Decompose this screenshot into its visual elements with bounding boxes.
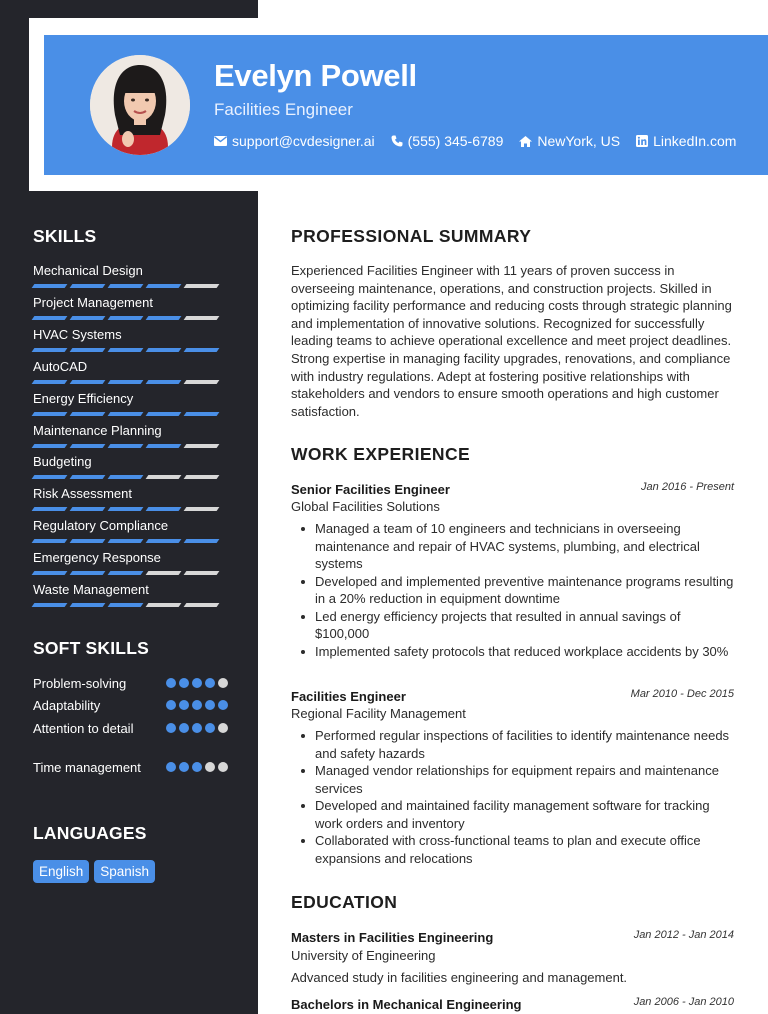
skill-level-bar [33, 444, 223, 448]
skill-level-segment [32, 571, 68, 575]
skill-level-segment [70, 571, 106, 575]
skill-level-segment [108, 539, 144, 543]
language-tag: Spanish [94, 860, 155, 883]
rating-dot [218, 762, 228, 772]
rating-dot [205, 762, 215, 772]
skill-level-segment [32, 348, 68, 352]
contact-linkedin[interactable] [636, 133, 736, 149]
languages-heading: LANGUAGES [33, 823, 147, 843]
soft-skill-item [33, 697, 228, 714]
skill-item [33, 359, 223, 384]
rating-dot [166, 723, 176, 733]
skill-level-segment [70, 507, 106, 511]
list-item: Developed and implemented preventive maintenance programs resulting in a 20% reduction in equipment downtime [296, 573, 736, 608]
degree-title: Bachelors in Mechanical Engineering [291, 997, 522, 1012]
skill-level-segment [70, 603, 106, 607]
rating-dot [192, 762, 202, 772]
skill-level-segment [32, 412, 68, 416]
skill-level-segment [32, 475, 68, 479]
degree-date: Jan 2012 - Jan 2014 [633, 929, 734, 941]
avatar [90, 55, 190, 155]
skill-item [33, 423, 223, 448]
soft-skill-item [33, 759, 228, 776]
skill-level-segment [184, 284, 220, 288]
rating-dot [192, 678, 202, 688]
skill-level-bar [33, 539, 223, 543]
skill-level-segment [108, 380, 144, 384]
skill-level-bar [33, 348, 223, 352]
soft-skill-rating [163, 759, 228, 776]
skill-level-segment [184, 348, 220, 352]
skill-level-segment [184, 316, 220, 320]
skill-level-segment [146, 380, 182, 384]
skill-item [33, 263, 223, 288]
skill-item [33, 518, 223, 543]
skills-heading: SKILLS [33, 226, 97, 246]
skill-level-segment [108, 444, 144, 448]
skill-label: Waste Management [33, 582, 149, 597]
rating-dot [166, 678, 176, 688]
skill-level-segment [146, 571, 182, 575]
skill-level-segment [70, 348, 106, 352]
skill-level-segment [184, 412, 220, 416]
skill-level-segment [146, 348, 182, 352]
contact-list [214, 133, 752, 149]
skill-level-segment [184, 380, 220, 384]
rating-dot [179, 723, 189, 733]
skill-level-segment [146, 412, 182, 416]
skill-level-segment [70, 316, 106, 320]
job-title: Senior Facilities Engineer [291, 482, 450, 497]
skill-level-segment [32, 539, 68, 543]
skill-label: Budgeting [33, 454, 92, 469]
skill-level-segment [184, 475, 220, 479]
list-item: Led energy efficiency projects that resulted in annual savings of $100,000 [296, 608, 736, 643]
skill-level-bar [33, 507, 223, 511]
linkedin-icon [636, 135, 648, 147]
job-company: Regional Facility Management [291, 706, 466, 721]
skill-level-segment [32, 507, 68, 511]
skill-level-bar [33, 284, 223, 288]
skill-level-bar [33, 571, 223, 575]
rating-dot [218, 700, 228, 710]
rating-dot [166, 700, 176, 710]
skill-level-segment [108, 316, 144, 320]
contact-location [519, 133, 620, 149]
rating-dot [166, 762, 176, 772]
skill-label: Emergency Response [33, 550, 161, 565]
skill-level-segment [108, 571, 144, 575]
skill-level-bar [33, 316, 223, 320]
contact-email[interactable] [214, 133, 375, 149]
soft-skills-heading: SOFT SKILLS [33, 638, 149, 658]
rating-dot [218, 723, 228, 733]
skill-level-segment [108, 348, 144, 352]
contact-email-text: support@cvdesigner.ai [232, 133, 375, 149]
soft-skill-label: Adaptability [33, 698, 101, 713]
skill-level-bar [33, 380, 223, 384]
skill-level-segment [146, 507, 182, 511]
list-item: Collaborated with cross-functional teams to plan and execute office expansions and relocations [296, 832, 736, 867]
skill-item [33, 391, 223, 416]
skill-item [33, 454, 223, 479]
skill-level-segment [184, 507, 220, 511]
envelope-icon [214, 136, 227, 146]
skill-label: HVAC Systems [33, 327, 122, 342]
skill-level-segment [70, 284, 106, 288]
skill-level-segment [108, 475, 144, 479]
skill-level-segment [146, 603, 182, 607]
job-date: Mar 2010 - Dec 2015 [630, 688, 734, 700]
skill-level-segment [146, 444, 182, 448]
job-company: Global Facilities Solutions [291, 499, 440, 514]
language-tag: English [33, 860, 89, 883]
skill-level-segment [146, 539, 182, 543]
degree-date: Jan 2006 - Jan 2010 [633, 996, 734, 1008]
skill-level-segment [184, 571, 220, 575]
skill-level-segment [70, 444, 106, 448]
skill-level-segment [32, 316, 68, 320]
soft-skill-label: Attention to detail [33, 721, 134, 736]
candidate-name: Evelyn Powell [214, 58, 417, 93]
skill-level-segment [70, 539, 106, 543]
list-item: Managed a team of 10 engineers and technicians in overseeing maintenance and repair of HVAC systems, plumbing, and electrical systems [296, 520, 736, 573]
skill-level-segment [108, 412, 144, 416]
skill-level-segment [32, 284, 68, 288]
skill-level-segment [32, 444, 68, 448]
skill-label: Energy Efficiency [33, 391, 134, 406]
skill-label: AutoCAD [33, 359, 88, 374]
education-heading: EDUCATION [291, 892, 398, 912]
soft-skill-rating [163, 675, 228, 692]
rating-dot [192, 700, 202, 710]
skill-label: Risk Assessment [33, 486, 132, 501]
skill-level-segment [108, 603, 144, 607]
skill-level-segment [184, 539, 220, 543]
skill-level-segment [146, 284, 182, 288]
skill-level-segment [70, 475, 106, 479]
degree-title: Masters in Facilities Engineering [291, 930, 494, 945]
rating-dot [205, 700, 215, 710]
skill-level-segment [32, 380, 68, 384]
rating-dot [218, 678, 228, 688]
summary-heading: PROFESSIONAL SUMMARY [291, 226, 532, 246]
rating-dot [179, 700, 189, 710]
soft-skill-rating [163, 720, 228, 737]
skill-level-segment [70, 380, 106, 384]
rating-dot [192, 723, 202, 733]
skill-item [33, 582, 223, 607]
soft-skill-item [33, 720, 228, 737]
rating-dot [205, 678, 215, 688]
soft-skill-item [33, 675, 228, 692]
skill-level-segment [146, 475, 182, 479]
skill-level-segment [70, 412, 106, 416]
soft-skill-label: Problem-solving [33, 676, 127, 691]
skill-level-segment [184, 444, 220, 448]
skill-level-segment [108, 284, 144, 288]
candidate-title: Facilities Engineer [214, 100, 353, 119]
skill-item [33, 327, 223, 352]
skill-level-bar [33, 603, 223, 607]
job-bullets [296, 520, 736, 660]
skill-label: Project Management [33, 295, 153, 310]
job-date: Jan 2016 - Present [641, 481, 734, 493]
skill-item [33, 550, 223, 575]
skill-level-segment [184, 603, 220, 607]
list-item: Performed regular inspections of facilities to identify maintenance needs and safety hazards [296, 727, 736, 762]
skill-item [33, 295, 223, 320]
degree-description: Advanced study in facilities engineering and management. [291, 970, 628, 985]
rating-dot [179, 678, 189, 688]
skill-label: Regulatory Compliance [33, 518, 169, 533]
list-item: Implemented safety protocols that reduced workplace accidents by 30% [296, 643, 736, 661]
contact-location-text: NewYork, US [537, 133, 621, 149]
skill-label: Maintenance Planning [33, 423, 162, 438]
job-bullets [296, 727, 736, 867]
soft-skill-rating [163, 697, 228, 714]
home-icon [519, 136, 532, 147]
contact-phone-text: (555) 345-6789 [407, 133, 504, 149]
summary-text: Experienced Facilities Engineer with 11 years of proven success in overseeing maintenance, operations, and construction projects. Skilled in optimizing facility performance and reducing costs through strategic planning and implementation of innovative solutions. Recognized for successfully leading teams to achieve operational excellence and meet project deadlines. Strong expertise in managing facility upgrades, renovations, and compliance with industry regulations. Adept at fostering positive relationships with stakeholders and vendors to ensure smooth operations and high customer satisfaction. [291, 263, 732, 419]
experience-heading: WORK EXPERIENCE [291, 444, 471, 464]
skill-level-segment [32, 603, 68, 607]
rating-dot [179, 762, 189, 772]
contact-phone[interactable] [391, 133, 504, 149]
skill-level-bar [33, 475, 223, 479]
soft-skill-label: Time management [33, 760, 141, 775]
language-list [33, 860, 160, 883]
list-item: Managed vendor relationships for equipment repairs and maintenance services [296, 762, 736, 797]
school-name: University of Engineering [291, 948, 436, 963]
phone-icon [391, 135, 403, 147]
skill-level-segment [146, 316, 182, 320]
skill-label: Mechanical Design [33, 263, 143, 278]
list-item: Developed and maintained facility management software for tracking work orders and inventory [296, 797, 736, 832]
contact-linkedin-text: LinkedIn.com [653, 133, 737, 149]
rating-dot [205, 723, 215, 733]
job-title: Facilities Engineer [291, 689, 406, 704]
skill-level-bar [33, 412, 223, 416]
skill-item [33, 486, 223, 511]
skill-level-segment [108, 507, 144, 511]
